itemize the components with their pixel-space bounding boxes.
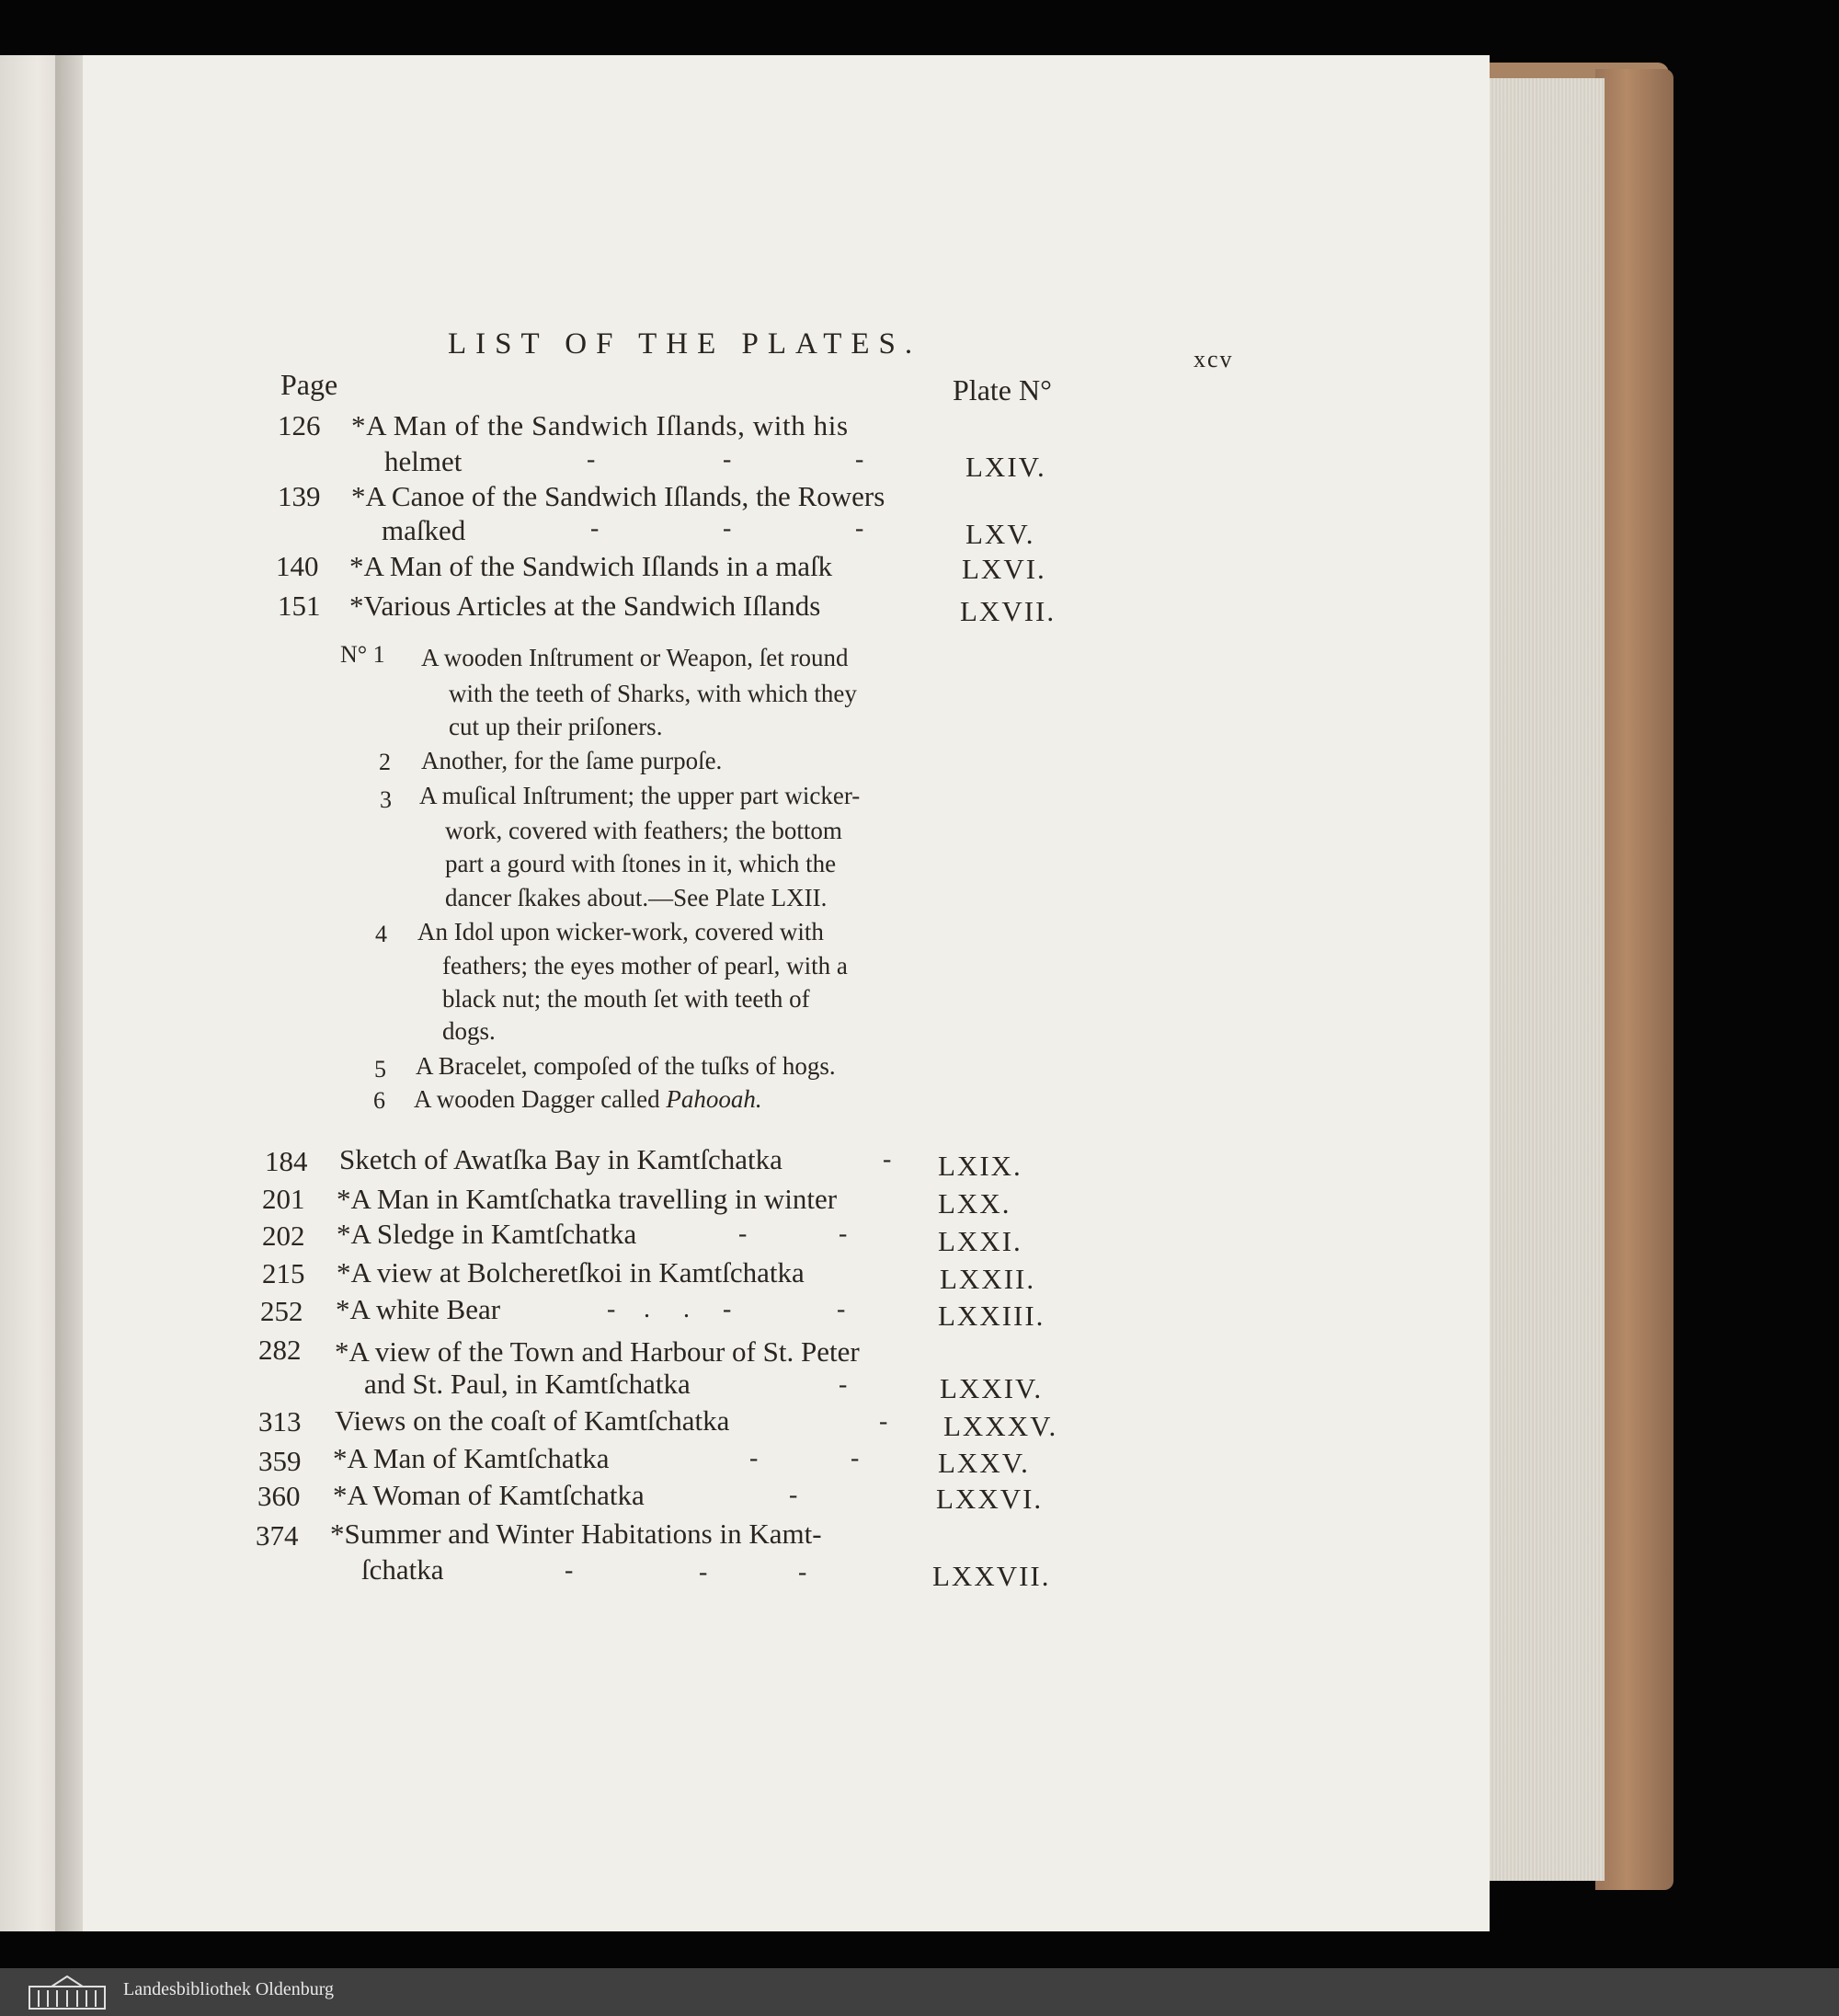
leader-dash: -: [839, 1370, 848, 1399]
entry-title: *A Canoe of the Sandwich Iſlands, the Rowers: [351, 480, 885, 512]
leader-dash: -: [839, 1220, 848, 1248]
leader-dash: -: [723, 445, 732, 474]
page-fore-edge: [1485, 78, 1605, 1881]
entry-page-number: 215: [262, 1257, 305, 1289]
entry-plate-number: LXIV.: [965, 451, 1046, 483]
entry-page-number: 126: [278, 409, 321, 441]
library-name[interactable]: Landesbibliothek Oldenburg: [123, 1979, 335, 1999]
entry-plate-number: LXXVI.: [936, 1483, 1044, 1515]
leader-dash: -: [837, 1295, 846, 1323]
sub-item-text: black nut; the mouth ſet with teeth of: [442, 985, 810, 1013]
entry-title: *A Man in Kamtſchatka travelling in winter: [337, 1183, 838, 1215]
entry-title-continued: ſchatka: [361, 1553, 444, 1586]
entry-title: *A Man of the Sandwich Iſlands, with his: [351, 409, 849, 441]
entry-plate-number: LXX.: [938, 1187, 1011, 1220]
leader-dash: -: [607, 1295, 616, 1323]
sub-item-text: feathers; the eyes mother of pearl, with a: [442, 952, 848, 979]
sub-item-number: 2: [379, 749, 391, 775]
entry-title: *Summer and Winter Habitations in Kamt-: [330, 1518, 822, 1550]
sub-item-number: 4: [375, 921, 387, 947]
sub-item-number: N° 1: [340, 641, 385, 668]
leader-dash: -: [855, 514, 864, 543]
sub-item-number: 5: [374, 1056, 386, 1082]
entry-page-number: 201: [262, 1183, 305, 1215]
entry-page-number: 151: [278, 590, 321, 622]
book-cover: [1595, 69, 1673, 1890]
entry-plate-number: LXXIII.: [938, 1300, 1045, 1332]
sub-item-text: A muſical Inſtrument; the upper part wicker-: [419, 782, 861, 809]
sub-item-text: cut up their priſoners.: [449, 713, 663, 740]
leader-dash: -: [851, 1444, 860, 1472]
column-header-plate: Plate N°: [953, 373, 1052, 407]
entry-title: Views on the coaſt of Kamtſchatka: [335, 1404, 730, 1437]
leader-dash: -: [883, 1145, 892, 1174]
entry-title: *Various Articles at the Sandwich Iſlands: [349, 590, 821, 622]
sub-item-text: A wooden Inſtrument or Weapon, ſet round: [421, 644, 849, 671]
entry-title: *A Woman of Kamtſchatka: [333, 1479, 645, 1511]
leader-dash: -: [587, 445, 596, 474]
entry-plate-number: LXVI.: [962, 553, 1046, 585]
leader-dash: .: [644, 1295, 650, 1323]
leader-dash: -: [798, 1558, 807, 1586]
entry-page-number: 202: [262, 1220, 305, 1252]
entry-page-number: 282: [258, 1334, 302, 1366]
entry-page-number: 359: [258, 1445, 302, 1477]
sub-item-text: dancer ſkakes about.—See Plate LXII.: [445, 884, 828, 911]
entry-page-number: 184: [265, 1145, 308, 1177]
sub-item-text-plain: A wooden Dagger called: [414, 1085, 660, 1113]
folio-number: xcv: [1194, 346, 1234, 372]
sub-item-text: work, covered with feathers; the bottom: [445, 817, 842, 844]
entry-title: *A view of the Town and Harbour of St. Peter: [335, 1335, 860, 1368]
leader-dash: -: [723, 514, 732, 543]
entry-page-number: 374: [256, 1519, 299, 1552]
leader-dash: -: [879, 1407, 888, 1436]
entry-title: *A Man of the Sandwich Iſlands in a maſk: [349, 550, 833, 582]
entry-plate-number: LXXI.: [938, 1225, 1022, 1257]
leader-dash: -: [749, 1444, 759, 1472]
leader-dash: -: [590, 514, 600, 543]
leader-dash: -: [723, 1295, 732, 1323]
entry-page-number: 360: [257, 1480, 301, 1512]
entry-title: Sketch of Awatſka Bay in Kamtſchatka: [339, 1143, 782, 1175]
leader-dash: .: [683, 1295, 690, 1323]
leader-dash: -: [789, 1481, 798, 1509]
library-logo-icon: [26, 1974, 109, 2010]
page-title: LIST OF THE PLATES.: [448, 327, 922, 361]
entry-title: *A Man of Kamtſchatka: [333, 1442, 610, 1474]
entry-title-continued: maſked: [382, 514, 466, 546]
entry-page-number: 252: [260, 1295, 303, 1327]
sub-item-text-italic: Pahooah.: [666, 1085, 762, 1113]
entry-plate-number: LXVII.: [960, 595, 1057, 627]
sub-item-number: 3: [380, 786, 392, 813]
entry-page-number: 139: [278, 480, 321, 512]
entry-page-number: 313: [258, 1405, 302, 1438]
entry-title-continued: helmet: [384, 445, 463, 477]
leader-dash: -: [565, 1556, 574, 1585]
sub-item-text: A Bracelet, compoſed of the tuſks of hogs.: [416, 1052, 836, 1080]
column-header-page: Page: [280, 368, 338, 401]
entry-title: *A view at Bolcheretſkoi in Kamtſchatka: [337, 1256, 805, 1289]
sub-item-text: An Idol upon wicker-work, covered with: [417, 918, 824, 945]
entry-plate-number: LXXII.: [940, 1263, 1036, 1295]
sub-item-text: with the teeth of Sharks, with which they: [449, 680, 857, 707]
sub-item-text: dogs.: [442, 1017, 496, 1045]
entry-title: *A Sledge in Kamtſchatka: [337, 1218, 637, 1250]
footer-bar: [0, 1968, 1839, 2016]
sub-item-text: [414, 1085, 762, 1114]
entry-plate-number: LXXIV.: [940, 1372, 1044, 1404]
entry-plate-number: LXXVII.: [932, 1560, 1051, 1592]
entry-plate-number: LXIX.: [938, 1150, 1022, 1182]
entry-page-number: 140: [276, 550, 319, 582]
entry-plate-number: LXXXV.: [943, 1410, 1058, 1442]
sub-item-number: 6: [373, 1087, 385, 1114]
leader-dash: -: [738, 1220, 748, 1248]
leader-dash: -: [855, 445, 864, 474]
leader-dash: -: [699, 1558, 708, 1586]
entry-title-continued: and St. Paul, in Kamtſchatka: [364, 1368, 691, 1400]
entry-title: *A white Bear: [336, 1293, 501, 1325]
entry-plate-number: LXXV.: [938, 1447, 1030, 1479]
entry-plate-number: LXV.: [965, 518, 1035, 550]
sub-item-text: Another, for the ſame purpoſe.: [421, 747, 723, 774]
sub-item-text: part a gourd with ſtones in it, which the: [445, 850, 837, 877]
